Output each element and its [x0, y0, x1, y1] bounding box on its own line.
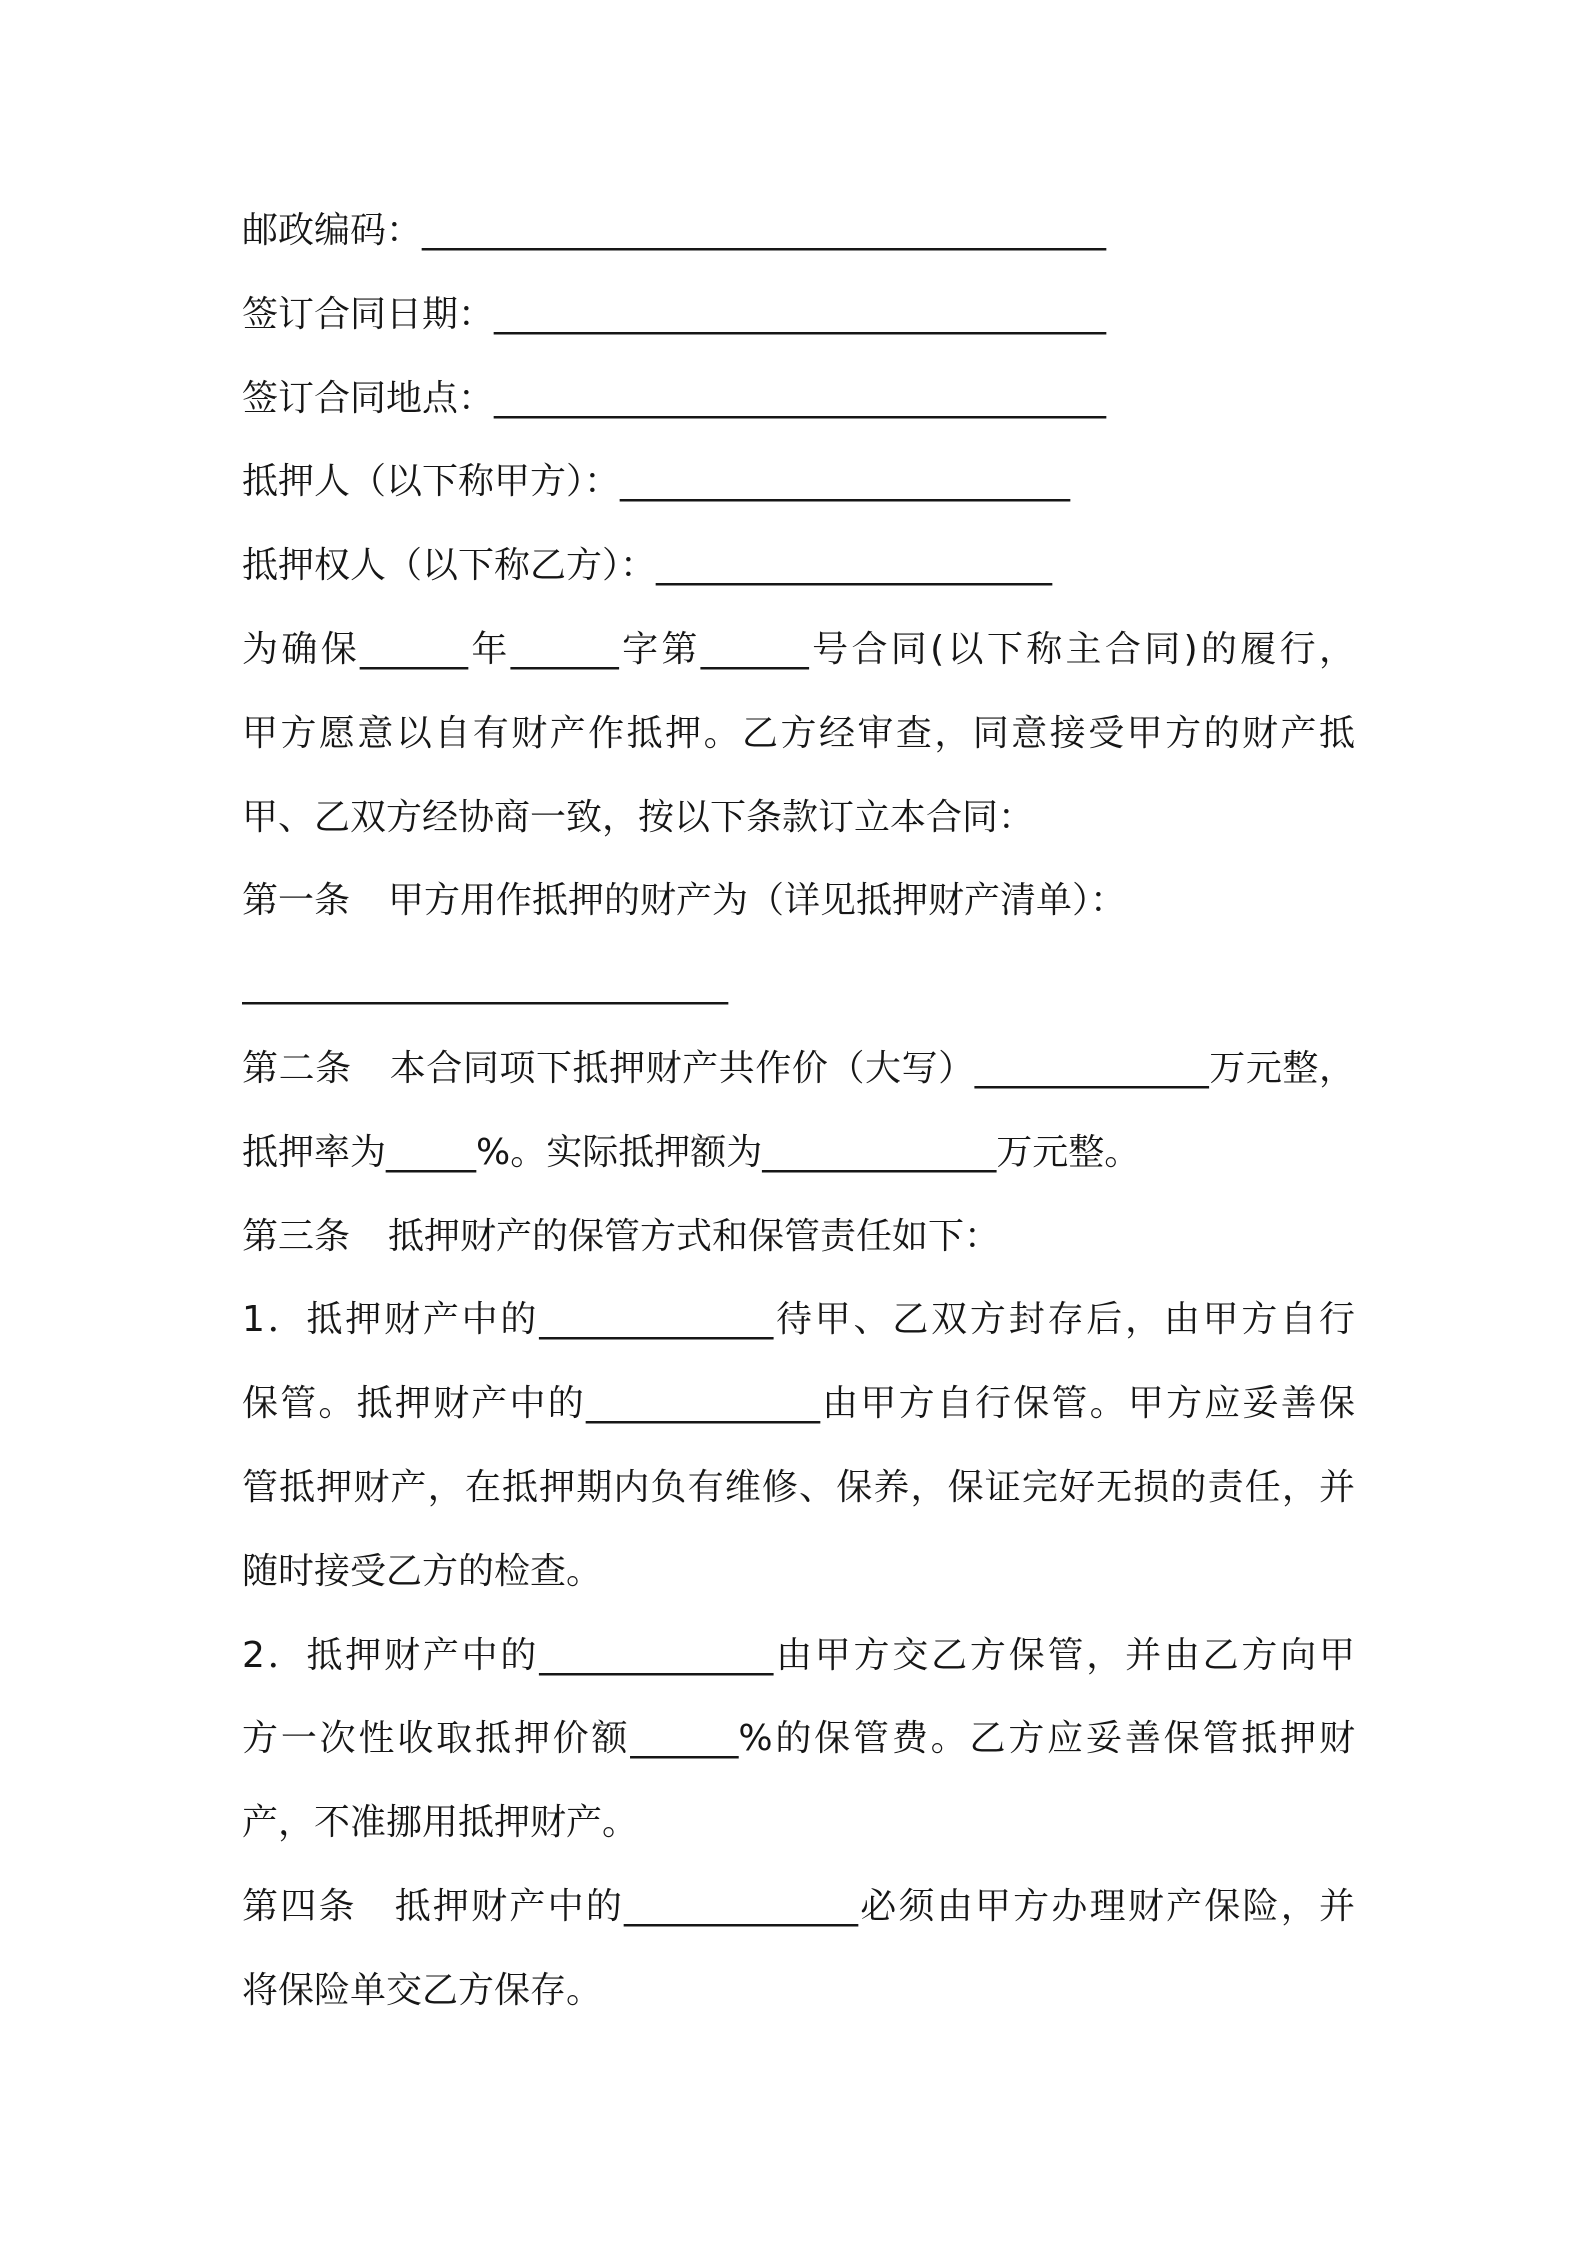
preamble-line-2: 甲方愿意以自有财产作抵押。乙方经审查，同意接受甲方的财产抵 — [242, 712, 1355, 754]
article-4-first-line — [242, 1865, 1355, 1949]
article-1-blank-line: ___________________________ — [242, 964, 728, 1006]
article-1 — [242, 859, 1355, 1027]
signing-place-field — [242, 357, 1355, 441]
signing-place-blank: __________________________________ — [494, 377, 1107, 419]
preamble-line-1: 为确保______年______字第______号合同(以下称主合同)的履行， — [242, 628, 1355, 670]
mortgagor-label: 抵押人（以下称甲方）： — [242, 461, 621, 503]
article-3-text: 抵押财产的保管方式和保管责任如下： — [388, 1215, 1001, 1257]
clause-item-1-line: 保管。抵押财产中的_____________由甲方自行保管。甲方应妥善保 — [242, 1383, 1355, 1425]
postal-code-field — [242, 189, 1355, 273]
article-4-text: 抵押财产中的_____________必须由甲方办理财产保险，并 — [394, 1885, 1355, 1927]
contract-body — [242, 189, 1355, 2033]
signing-date-field — [242, 273, 1355, 357]
mortgagee-blank: ______________________ — [656, 545, 1053, 587]
clause-item-2-line: 2．抵押财产中的_____________由甲方交乙方保管，并由乙方向甲 — [242, 1634, 1355, 1676]
mortgagee-label: 抵押权人（以下称乙方）： — [242, 545, 657, 587]
clause-item-2 — [242, 1614, 1355, 1865]
signing-date-blank: __________________________________ — [494, 293, 1107, 335]
article-2-first-line — [242, 1027, 1355, 1111]
postal-code-label: 邮政编码： — [242, 210, 423, 251]
clause-item-1-line: 管抵押财产，在抵押期内负有维修、保养，保证完好无损的责任，并 — [242, 1466, 1355, 1508]
article-4 — [242, 1865, 1355, 2033]
signing-place-label: 签订合同地点： — [242, 377, 495, 419]
clause-item-1 — [242, 1278, 1355, 1613]
clause-item-2-line: 产，不准挪用抵押财产。 — [242, 1802, 639, 1844]
clause-item-1-line: 1．抵押财产中的_____________待甲、乙双方封存后，由甲方自行 — [242, 1299, 1355, 1341]
signing-date-label: 签订合同日期： — [242, 293, 495, 335]
postal-code-blank: ______________________________________ — [422, 210, 1107, 251]
article-4-heading: 第四条 — [242, 1885, 357, 1927]
article-2 — [242, 1027, 1355, 1195]
preamble-line-3: 甲、乙双方经协商一致，按以下条款订立本合同： — [242, 796, 1035, 838]
article-1-heading: 第一条 — [242, 880, 351, 922]
article-1-text: 甲方用作抵押的财产为（详见抵押财产清单）： — [388, 880, 1127, 922]
article-2-heading: 第二条 — [242, 1047, 352, 1089]
clause-item-1-line: 随时接受乙方的检查。 — [242, 1550, 603, 1592]
mortgagee-field — [242, 524, 1355, 608]
mortgagor-field — [242, 440, 1355, 524]
article-2-text: 本合同项下抵押财产共作价（大写）_____________万元整， — [389, 1047, 1355, 1089]
article-3 — [242, 1195, 1355, 1865]
article-3-first-line — [242, 1195, 1355, 1279]
article-3-heading: 第三条 — [242, 1215, 351, 1257]
article-2-text-line: 抵押率为_____%。实际抵押额为_____________万元整。 — [242, 1131, 1141, 1173]
mortgagor-blank: _________________________ — [620, 461, 1071, 503]
article-4-text-line: 将保险单交乙方保存。 — [242, 1969, 603, 2011]
clause-item-2-line: 方一次性收取抵押价额______%的保管费。乙方应妥善保管抵押财 — [242, 1718, 1355, 1760]
article-1-first-line — [242, 859, 1355, 943]
